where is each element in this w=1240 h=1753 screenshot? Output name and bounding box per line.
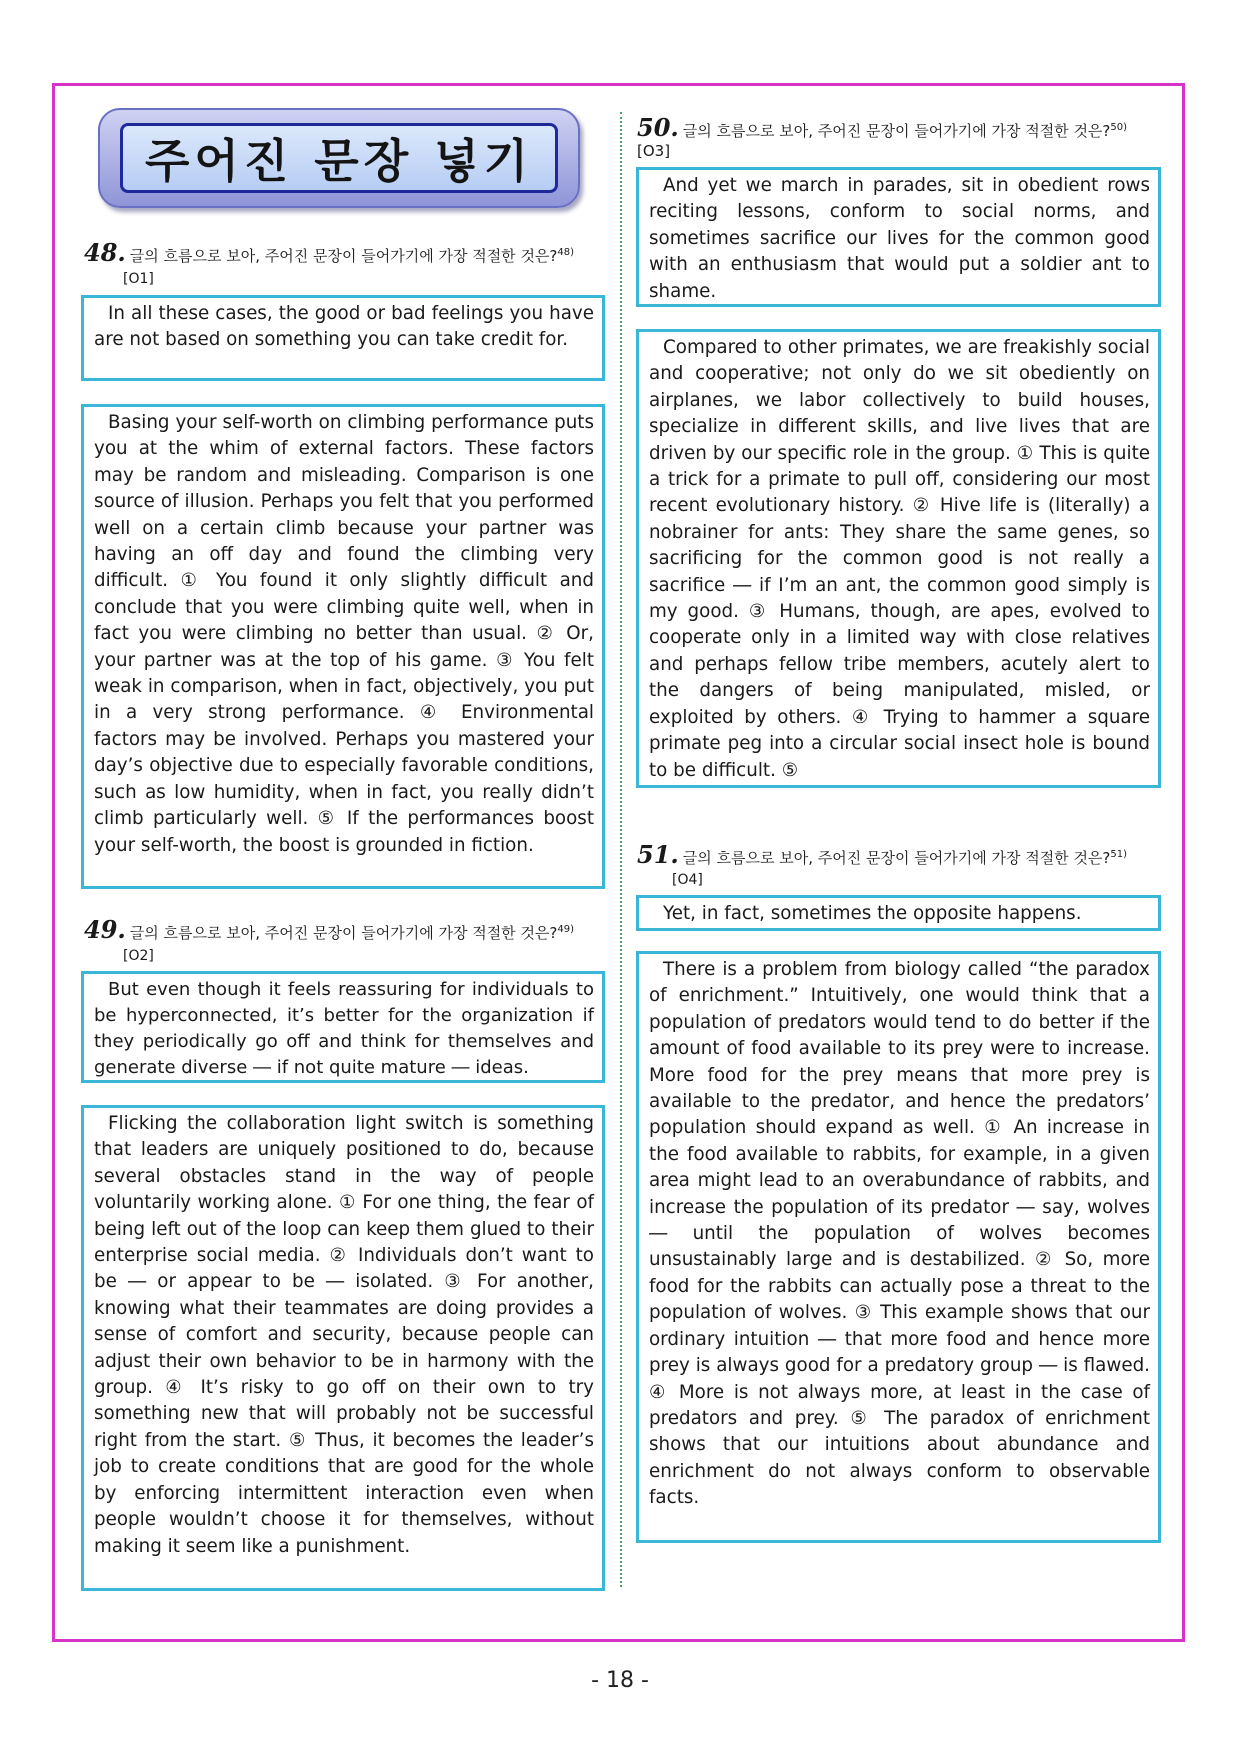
title-banner-inner bbox=[120, 123, 558, 193]
question-51-given-sentence bbox=[636, 895, 1161, 931]
question-prompt: 글의 흐름으로 보아, 주어진 문장이 들어가기에 가장 적절한 것은? bbox=[682, 122, 1111, 140]
passage-text: Compared to other primates, we are freakishly social and cooperative; not only do we sit obediently on airplanes, we labor collectively to build houses, specialize in different skills, and live lives that are driven by our specific role in the group. ① This is quite a trick for a primate to pull off, considering our most recent evolutionary history. ② Hive life is (literally) a nobrainer for ants: They share the same genes, so sacrificing for the common good is not really a sacrifice ― if I’m an ant, the common good simply is my good. ③ Humans, though, are apes, evolved to cooperate only in a limited way with close relatives and perhaps fellow tribe members, acutely alert to the dangers of being manipulated, misled, or exploited by others. ④ Trying to hammer a square primate peg into a circular social insect hole is bound to be difficult. ⑤ bbox=[649, 337, 1150, 781]
question-48-given-sentence bbox=[81, 295, 605, 381]
question-51-header bbox=[637, 840, 1160, 869]
given-sentence-text: In all these cases, the good or bad feelings you have are not based on something you can take credit for. bbox=[94, 303, 594, 351]
passage-text: Flicking the collaboration light switch is something that leaders are uniquely positioned to do, because several obstacles stand in the way of people voluntarily working alone. ① For one thing, the fear of being left out of the loop can keep them glued to their enterprise social media. ② Individuals don’t want to be ― or appear to be ― isolated. ③ For another, knowing what their teammates are doing provides a sense of comfort and security, because people can adjust their own behavior to be in harmony with the group. ④ It’s risky to go off on their own to try something new that will probably not be successful right from the start. ⑤ Thus, it becomes the leader’s job to create conditions that are good for the whole by enforcing intermittent interaction even when people wouldn’t choose it for themselves, without making it seem like a punishment. bbox=[94, 1113, 594, 1557]
passage-text: There is a problem from biology called “the paradox of enrichment.” Intuitively, one would think that a population of predators would tend to do better if the amount of food available to its prey were to increase. More food for the prey means that more prey is available to the predator, and hence the predators’ population should expand as well. ① An increase in the food available to rabbits, for example, in a given area might lead to an overabundance of rabbits, and increase the population of its predator ― say, wolves ― until the population of wolves becomes unsustainably large and is destabilized. ② So, more food for the rabbits can actually pose a threat to the population of wolves. ③ This example shows that our ordinary intuition ― that more food and hence more prey is always good for a predatory group ― is flawed. ④ More is not always more, at least in the case of predators and prey. ⑤ The paradox of enrichment shows that our intuitions about abundance and enrichment do not always conform to observable facts. bbox=[649, 959, 1150, 1509]
footnote-marker: 48) bbox=[557, 247, 575, 258]
question-51-passage bbox=[636, 951, 1161, 1543]
footnote-marker: 50) bbox=[1110, 122, 1128, 133]
page-number: - 18 - bbox=[591, 1668, 649, 1693]
page-title: 주어진 문장 넣기 bbox=[144, 134, 534, 188]
question-number: 49. bbox=[84, 915, 126, 944]
given-sentence-text: Yet, in fact, sometimes the opposite happens. bbox=[663, 903, 1082, 924]
passage-text: Basing your self-worth on climbing performance puts you at the whim of external factors. These factors may be random and misleading. Comparison is one source of illusion. Perhaps you felt that you performed well on a certain climb because your partner was having an off day and found the climbing very difficult. ① You found it only slightly difficult and conclude that you were climbing quite well, when in fact you were climbing no better than usual. ② Or, your partner was at the top of his game. ③ You felt weak in comparison, when in fact, objectively, you put in a very strong performance. ④ Environmental factors may be involved. Perhaps you mastered your day’s objective due to especially favorable conditions, such as low humidity, when in fact, you really didn’t climb particularly well. ⑤ If the performances boost your self-worth, the boost is grounded in fiction. bbox=[94, 412, 594, 856]
column-divider bbox=[620, 112, 622, 1587]
title-banner bbox=[98, 108, 580, 208]
question-49-header bbox=[84, 915, 604, 944]
question-number: 50. bbox=[637, 113, 679, 142]
question-tag: [O3] bbox=[637, 142, 671, 160]
question-49-given-sentence bbox=[81, 971, 605, 1083]
question-number: 48. bbox=[84, 238, 126, 267]
given-sentence-text: And yet we march in parades, sit in obedient rows reciting lessons, conform to social norms, and sometimes sacrifice our lives for the common good with an enthusiasm that would put a soldier ant to shame. bbox=[649, 175, 1150, 302]
question-48-tag: [O1] bbox=[123, 271, 154, 287]
footnote-marker: 51) bbox=[1110, 849, 1128, 860]
question-prompt: 글의 흐름으로 보아, 주어진 문장이 들어가기에 가장 적절한 것은? bbox=[129, 247, 558, 265]
question-prompt: 글의 흐름으로 보아, 주어진 문장이 들어가기에 가장 적절한 것은? bbox=[129, 924, 558, 942]
footnote-marker: 49) bbox=[557, 924, 575, 935]
given-sentence-text: But even though it feels reassuring for individuals to be hyperconnected, it’s better for the organization if they periodically go off and think for themselves and generate diverse ― if not quite mature ― ideas. bbox=[94, 979, 594, 1078]
question-49-passage bbox=[81, 1105, 605, 1591]
question-48-header bbox=[84, 238, 604, 267]
question-49-tag: [O2] bbox=[123, 948, 154, 964]
question-50-header bbox=[637, 113, 1160, 161]
question-50-passage bbox=[636, 329, 1161, 788]
question-50-given-sentence bbox=[636, 167, 1161, 307]
question-48-passage bbox=[81, 404, 605, 889]
question-number: 51. bbox=[637, 840, 679, 869]
question-51-tag: [O4] bbox=[672, 872, 703, 888]
question-prompt: 글의 흐름으로 보아, 주어진 문장이 들어가기에 가장 적절한 것은? bbox=[682, 849, 1111, 867]
